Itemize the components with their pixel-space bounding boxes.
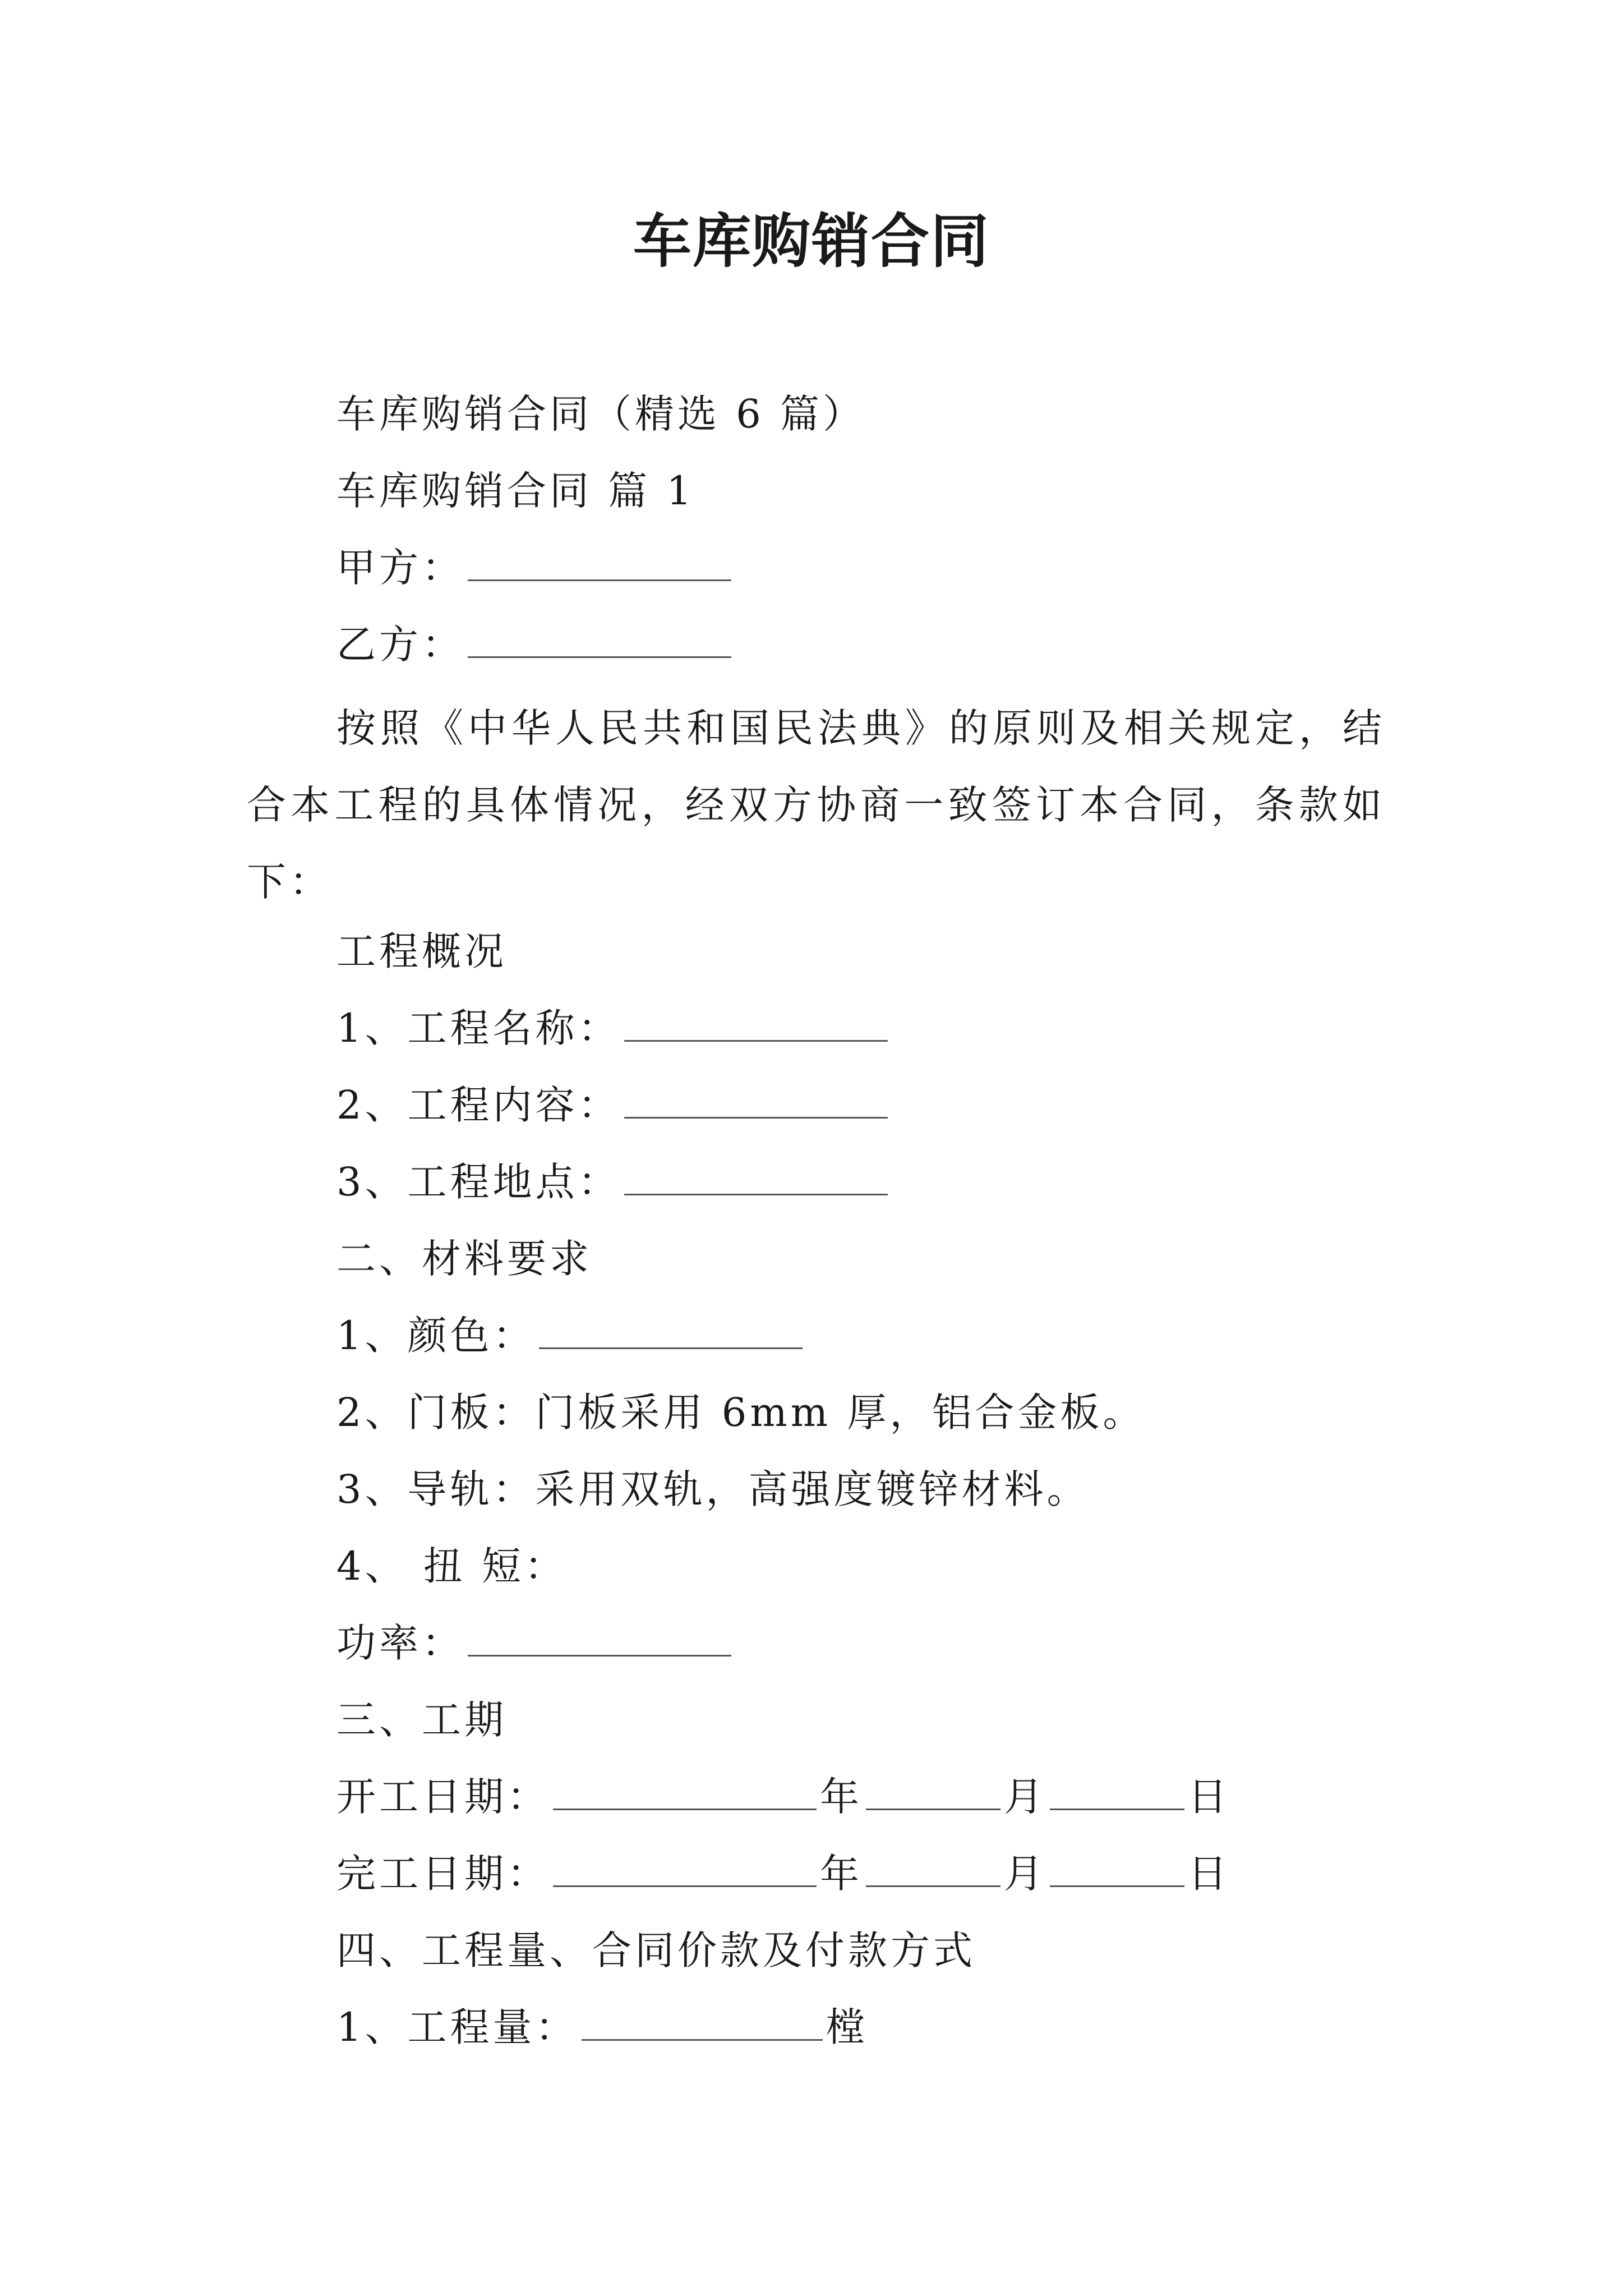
torsion-line: 4、 扭 短：: [336, 1543, 568, 1589]
end-date-line: [336, 1846, 1230, 1902]
end-year-blank: [553, 1846, 817, 1887]
project-location-label: 3、工程地点：: [336, 1159, 621, 1205]
start-date-line: [336, 1769, 1230, 1825]
quantity-label: 1、工程量：: [336, 2004, 578, 2050]
section2-title: 二、材料要求: [336, 1236, 592, 1282]
start-year-blank: [553, 1769, 817, 1810]
intro-paragraph: 按照《中华人民共和国民法典》的原则及相关规定，结合本工程的具体情况，经双方协商一致签订本合同，条款如下：: [247, 705, 1385, 905]
start-month-blank: [866, 1769, 1000, 1810]
end-day-blank: [1050, 1846, 1184, 1887]
power-label: 功率：: [336, 1620, 464, 1666]
power-line: [336, 1615, 735, 1671]
start-day-blank: [1050, 1769, 1184, 1810]
start-date-label: 开工日期：: [336, 1774, 550, 1820]
section3-title: 三、工期: [336, 1697, 507, 1743]
project-content-blank: [624, 1078, 888, 1119]
party-a-line: [336, 540, 735, 596]
section1-title: 工程概况: [336, 928, 507, 974]
door-panel-line: 2、门板：门板采用 6mm 厚，铝合金板。: [336, 1389, 1146, 1435]
project-name-blank: [624, 1001, 888, 1042]
start-month-unit: 月: [1004, 1774, 1046, 1820]
party-a-label: 甲方：: [336, 545, 464, 591]
project-name-line: [336, 1000, 891, 1056]
party-a-blank: [468, 540, 731, 581]
party-b-label: 乙方：: [336, 622, 464, 668]
power-blank: [468, 1616, 731, 1657]
section-heading: 车库购销合同 篇 1: [336, 468, 695, 514]
end-day-unit: 日: [1188, 1851, 1230, 1897]
color-label: 1、颜色：: [336, 1313, 536, 1359]
start-day-unit: 日: [1188, 1774, 1230, 1820]
party-b-blank: [468, 617, 731, 658]
project-location-line: [336, 1154, 891, 1210]
quantity-unit: 樘: [826, 2004, 869, 2050]
document-subtitle: 车库购销合同（精选 6 篇）: [336, 391, 866, 437]
party-b-line: [336, 616, 735, 673]
quantity-blank: [582, 2000, 823, 2041]
document-title: 车库购销合同: [633, 206, 990, 275]
project-content-label: 2、工程内容：: [336, 1082, 621, 1128]
quantity-line: [336, 1999, 869, 2055]
section4-title: 四、工程量、合同价款及付款方式: [336, 1927, 976, 1973]
project-name-label: 1、工程名称：: [336, 1005, 621, 1051]
end-date-label: 完工日期：: [336, 1851, 550, 1897]
project-content-line: [336, 1077, 891, 1133]
start-year-unit: 年: [820, 1774, 863, 1820]
color-line: [336, 1308, 806, 1364]
end-month-unit: 月: [1004, 1851, 1046, 1897]
color-blank: [539, 1308, 803, 1349]
guide-rail-line: 3、导轨：采用双轨，高强度镀锌材料。: [336, 1466, 1090, 1512]
project-location-blank: [624, 1154, 888, 1195]
end-year-unit: 年: [820, 1851, 863, 1897]
end-month-blank: [866, 1846, 1000, 1887]
